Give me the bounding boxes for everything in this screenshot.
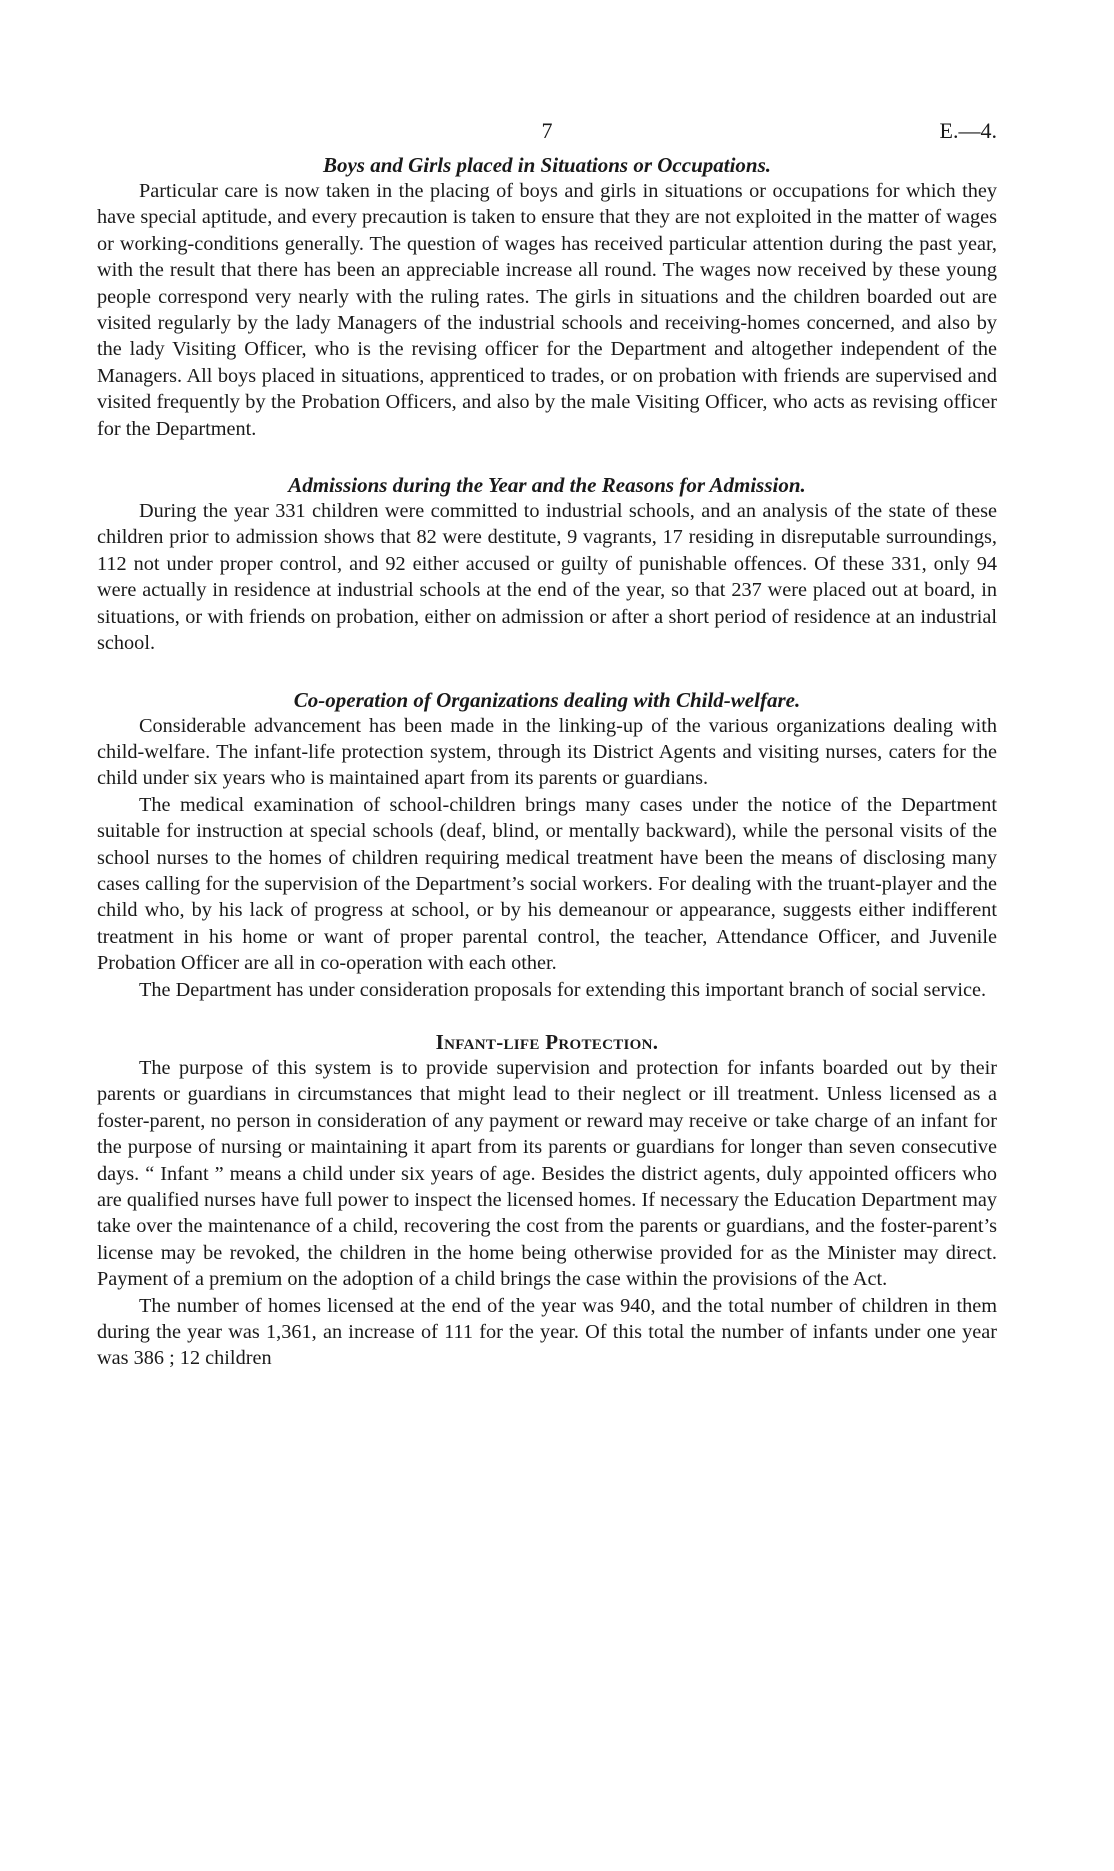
page-number: 7 xyxy=(541,118,553,143)
section-heading-cooperation: Co-operation of Organizations dealing with Child-welfare. xyxy=(293,687,801,712)
section-heading-admissions: Admissions during the Year and the Reasons for Admission. xyxy=(288,473,806,498)
page-header xyxy=(97,118,997,152)
section-heading-situations: Boys and Girls placed in Situations or Occupations. xyxy=(322,153,772,177)
paragraph-situations: Particular care is now taken in the placing of boys and girls in situations or occupations for which they have special aptitude, and every precaution is taken to ensure that they are not exploited in the matter of wages or working-conditions generally. The question of wages has received particular attention during the past year, with the result that there has been an appreciable increase all round. The wages now received by these young people correspond very nearly with the ruling rates. The girls in situations and the children boarded out are visited regularly by the lady Managers of the industrial schools and receiving-homes concerned, and also by the lady Visiting Officer, who is the revising officer for the Department and altogether independent of the Managers. All boys placed in situations, apprenticed to trades, or on probation with friends are supervised and visited frequently by the Probation Officers, and also by the male Visiting Officer, who acts as revising officer for the Department. xyxy=(97,180,997,440)
paragraph-cooperation-1: Considerable advancement has been made in the linking-up of the various organizations dealing with child-welfare. The infant-life protection system, through its District Agents and visiting nurses, caters for the child under six years who is maintained apart from its parents or guardians. xyxy=(97,714,997,790)
paragraph-infant-life-2: The number of homes licensed at the end of the year was 940, and the total number of children in them during the year was 1,361, an increase of 111 for the year. Of this total the number of infants under one year was 386 ; 12 children xyxy=(97,1294,997,1370)
section-heading-infant-life: Infant-life Protection. xyxy=(435,1029,659,1054)
document-page xyxy=(97,118,997,1372)
paragraph-admissions: During the year 331 children were committed to industrial schools, and an analysis of the state of these children prior to admission shows that 82 were destitute, 9 vagrants, 17 residing in disreputable surroundings, 112 not under proper control, and 92 either accused or guilty of punishable offences. Of these 331, only 94 were actually in residence at industrial schools at the end of the year, so that 237 were placed out at board, in situations, or with friends on probation, either on admission or after a short period of residence at an industrial school. xyxy=(97,500,997,655)
paragraph-infant-life-1: The purpose of this system is to provide supervision and protection for infants boarded out by their parents or guardians in circumstances that might lead to their neglect or ill treatment. Unless licensed as a foster-parent, no person in consideration of any payment or reward may receive or take charge of an infant for the purpose of nursing or maintaining it apart from its parents or guardians for longer than seven consecutive days. “ Infant ” means a child under six years of age. Besides the district agents, duly appointed officers who are qualified nurses have full power to inspect the licensed homes. If necessary the Education Department may take over the maintenance of a child, recovering the cost from the parents or guardians, and the foster-parent’s license may be revoked, the children in the home being otherwise provided for as the Minister may direct. Payment of a premium on the adoption of a child brings the case within the provisions of the Act. xyxy=(97,1056,997,1291)
paragraph-cooperation-2: The medical examination of school-children brings many cases under the notice of the Department suitable for instruction at special schools (deaf, blind, or mentally backward), while the personal visits of the school nurses to the homes of children requiring medical treatment have been the means of disclosing many cases calling for the supervision of the Department’s social workers. For dealing with the truant-player and the child who, by his lack of progress at school, or by his demeanour or appearance, suggests either indifferent treatment in his home or want of proper parental control, the teacher, Attendance Officer, and Juvenile Probation Officer are all in co-operation with each other. xyxy=(97,793,997,975)
paragraph-cooperation-3: The Department has under consideration proposals for extending this important branch of social service. xyxy=(139,978,987,1001)
document-reference: E.—4. xyxy=(939,118,997,143)
